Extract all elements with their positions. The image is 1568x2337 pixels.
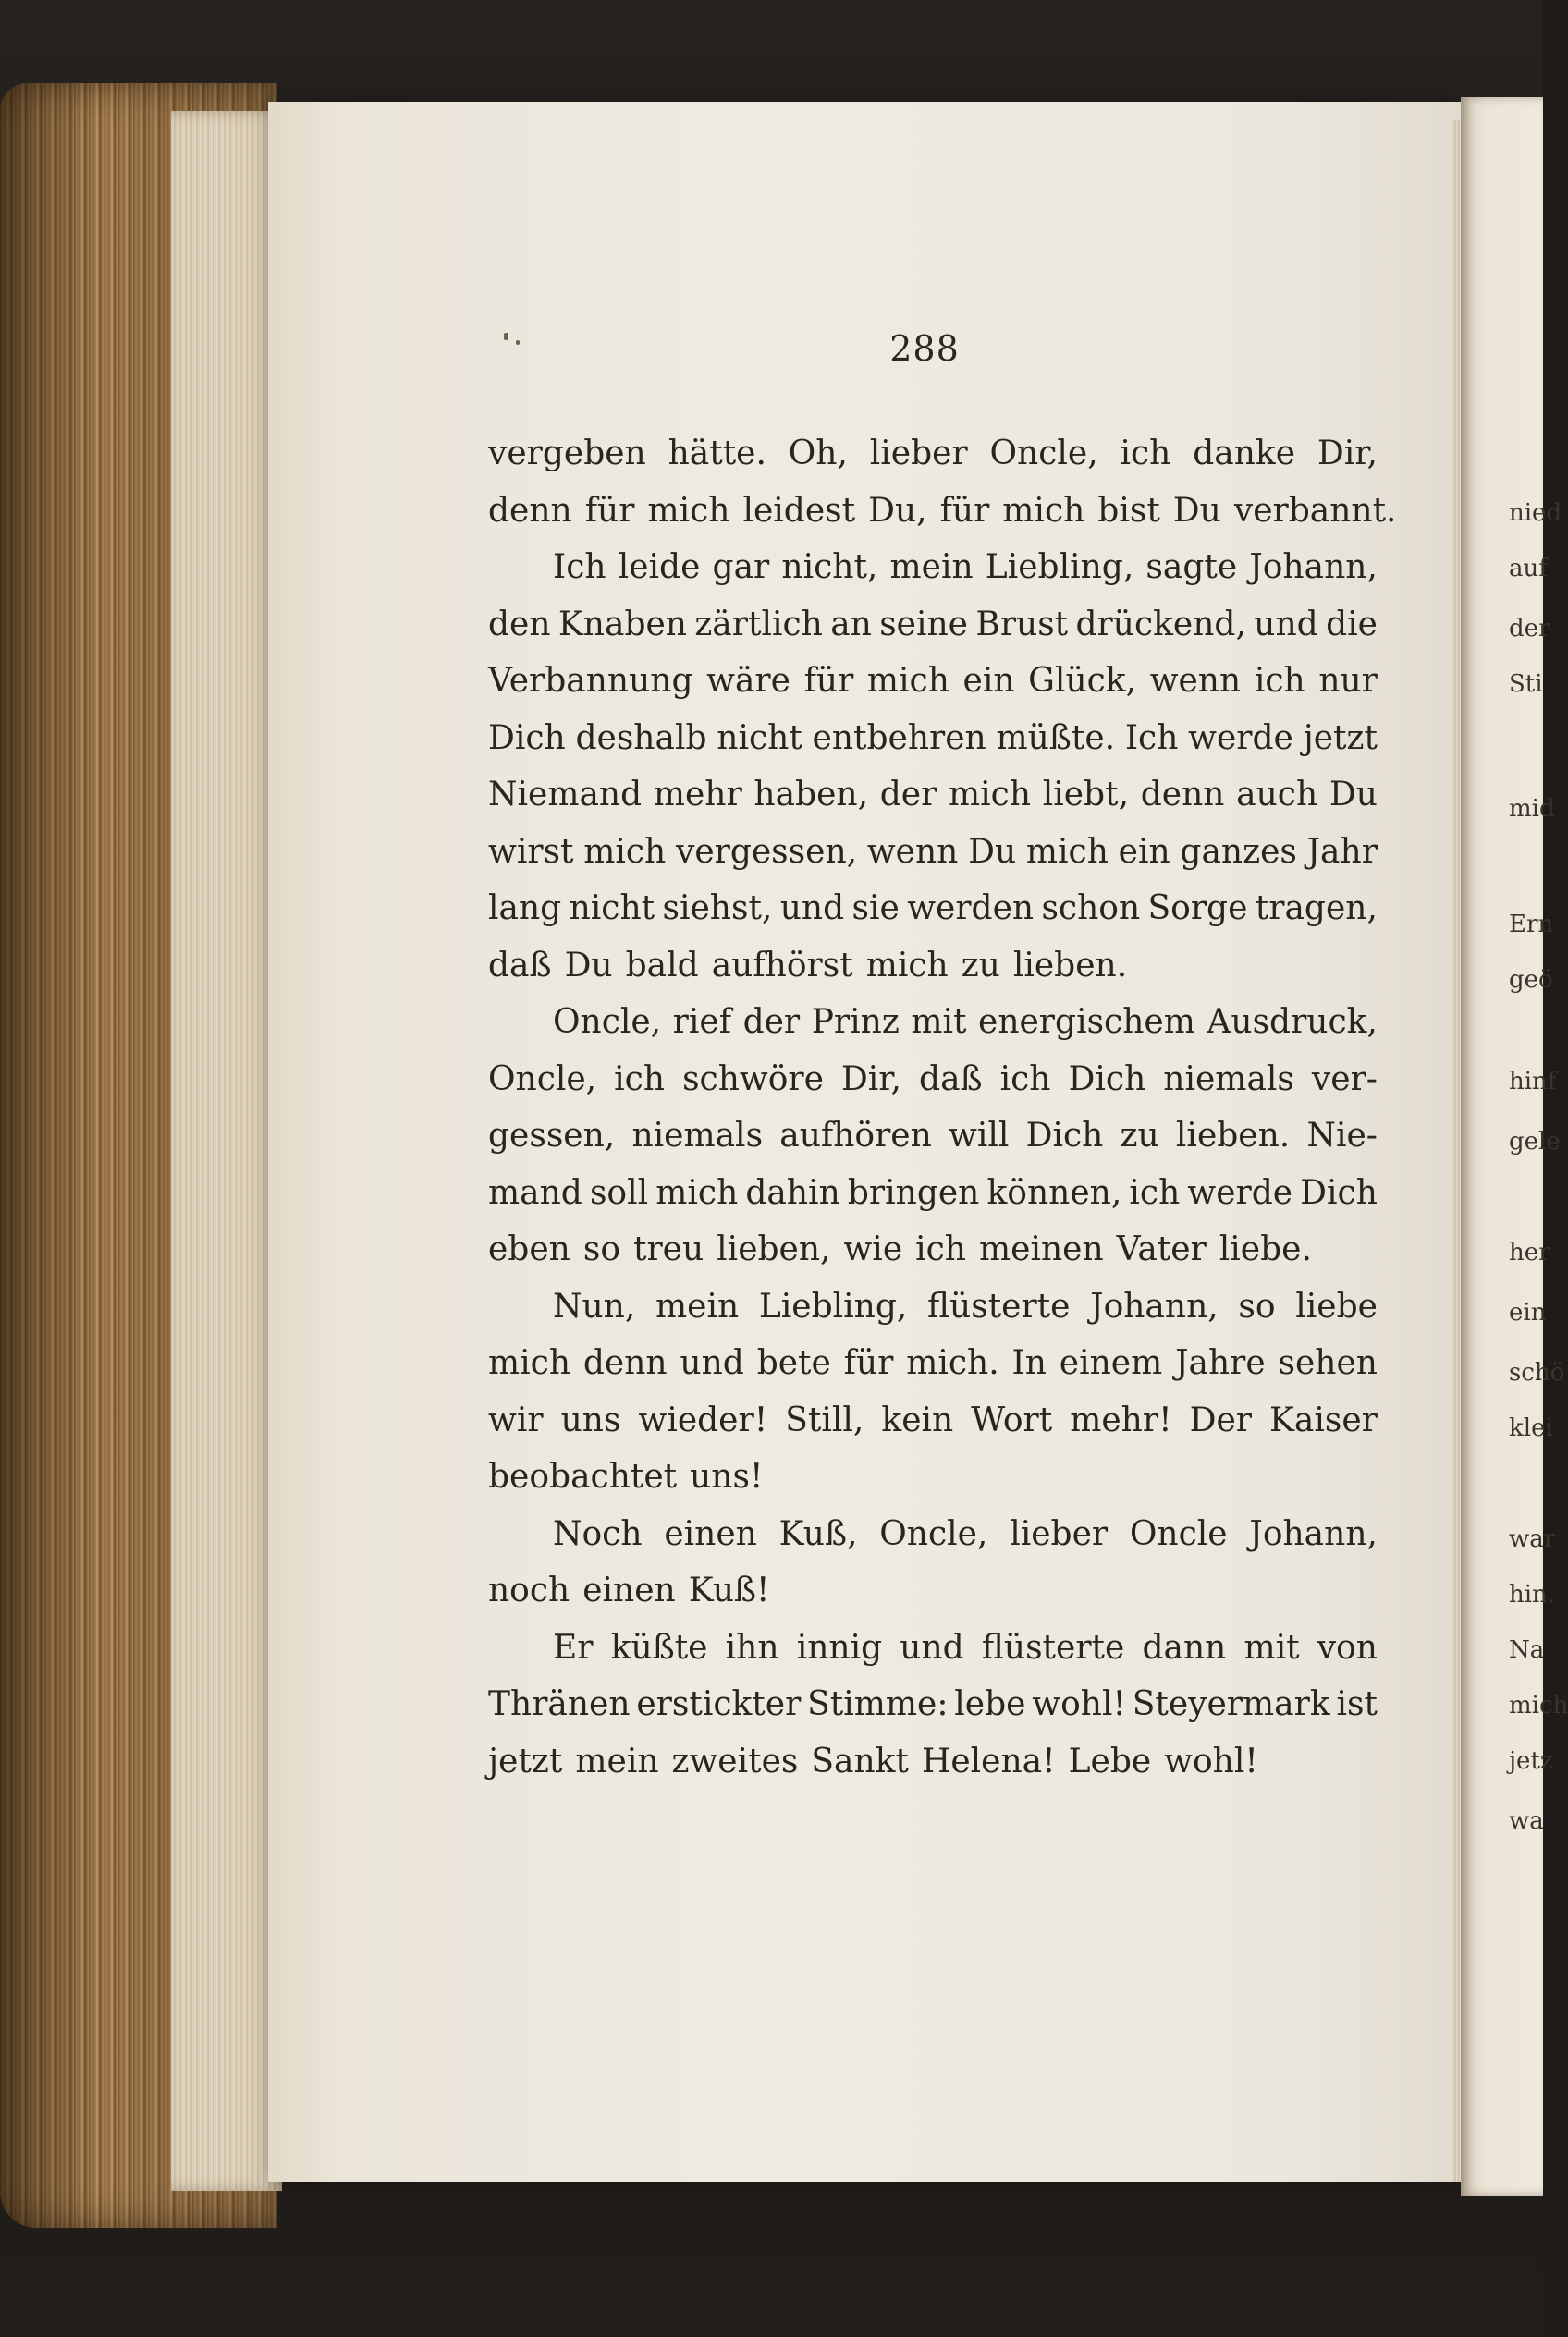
text-line <box>488 1449 1378 1506</box>
word: liebe <box>1295 1287 1378 1326</box>
word: gessen, <box>488 1117 616 1155</box>
word: nur <box>1318 662 1378 700</box>
word: mich <box>949 776 1032 814</box>
facing-page-fragment: mid <box>1509 795 1555 823</box>
facing-page-fragment: Na <box>1509 1636 1545 1664</box>
word: drückend, <box>1075 605 1246 643</box>
word: und <box>900 1628 964 1667</box>
word: die <box>1326 605 1378 643</box>
word: mich <box>655 1173 739 1212</box>
word: sie <box>851 889 900 927</box>
word: tragen, <box>1255 889 1378 927</box>
word: mein <box>575 1742 659 1780</box>
word: aufhören <box>779 1117 932 1155</box>
word: hätte. <box>668 434 766 472</box>
facing-page-fragment: klei <box>1509 1414 1553 1442</box>
word: Oh, <box>788 434 848 472</box>
word: haben, <box>753 776 869 814</box>
word: beobachtet <box>488 1458 678 1496</box>
word: Du <box>968 832 1017 871</box>
word: werde <box>1188 718 1293 757</box>
word: Nie- <box>1306 1117 1378 1155</box>
word: mich <box>865 946 949 985</box>
text-line <box>488 483 1397 540</box>
word: mehr <box>653 776 742 814</box>
word: Lebe <box>1068 1742 1152 1780</box>
word: mit <box>911 1003 967 1041</box>
word: soll <box>589 1173 649 1212</box>
word: ich <box>1120 434 1171 472</box>
word: Ich <box>553 548 606 586</box>
word: vergeben <box>488 434 646 472</box>
ink-speck <box>516 340 520 345</box>
word: dahin <box>745 1173 840 1212</box>
word: einem <box>1059 1344 1163 1382</box>
word: zärtlich <box>694 605 823 643</box>
word: leidest <box>742 491 856 530</box>
facing-page-fragment: ein <box>1509 1299 1547 1327</box>
word: Johann, <box>1249 1514 1378 1553</box>
text-line <box>488 425 1378 483</box>
word: jetzt <box>488 1742 563 1780</box>
word: einen <box>582 1572 676 1609</box>
word: Oncle <box>1129 1514 1228 1553</box>
word: ihn <box>725 1628 779 1667</box>
word: Dir, <box>840 1059 901 1098</box>
text-line <box>488 710 1378 767</box>
word: siehst, <box>662 889 773 927</box>
ink-speck <box>504 333 508 340</box>
facing-page-fragment: her <box>1509 1239 1550 1266</box>
word: wieder! <box>638 1401 768 1439</box>
word: wie <box>843 1230 903 1268</box>
word: gar <box>712 548 770 586</box>
word: für <box>803 662 854 700</box>
text-line <box>488 1620 1378 1677</box>
word: mich <box>488 1344 570 1382</box>
word: noch <box>488 1572 570 1609</box>
word: Dich <box>1025 1117 1104 1155</box>
word: lieber <box>869 434 968 472</box>
word: Noch <box>553 1514 643 1553</box>
word: entbehren <box>812 718 986 757</box>
word: ein <box>1118 832 1170 871</box>
word: leide <box>618 548 701 586</box>
word: wenn <box>1149 662 1242 700</box>
word: wenn <box>866 832 959 871</box>
word: der <box>742 1003 801 1041</box>
facing-page-fragment: nied <box>1509 499 1562 527</box>
word: Du, <box>868 491 927 530</box>
word: Dich <box>1068 1059 1146 1098</box>
word: Brust <box>975 605 1069 643</box>
word: uns <box>560 1401 621 1439</box>
word: mich <box>1002 491 1085 530</box>
text-line <box>488 1165 1378 1222</box>
word: wir <box>488 1401 544 1439</box>
word: Dich <box>1300 1173 1378 1212</box>
word: wirst <box>488 832 574 871</box>
word: können, <box>986 1173 1122 1212</box>
word: ein <box>962 662 1015 700</box>
word: mein <box>655 1287 740 1326</box>
word: denn <box>582 1344 668 1382</box>
text-line <box>488 653 1378 710</box>
word: dann <box>1142 1628 1227 1667</box>
word: an <box>830 605 872 643</box>
word: bringen <box>847 1173 980 1212</box>
word: mein <box>889 548 974 586</box>
word: so <box>582 1230 620 1268</box>
word: Der <box>1189 1401 1252 1439</box>
word: zu <box>961 946 1000 985</box>
word: Johann, <box>1249 548 1378 586</box>
facing-page-fragment: jetz <box>1509 1747 1553 1775</box>
facing-page-fragment: mich <box>1509 1692 1568 1719</box>
word: Wort <box>971 1401 1053 1439</box>
text-line <box>488 994 1378 1051</box>
word: für <box>843 1344 894 1382</box>
word: einen <box>664 1514 757 1553</box>
word: niemals <box>1163 1059 1294 1098</box>
word: mich <box>647 491 730 530</box>
word: Kuß, <box>778 1514 858 1553</box>
page-number: 288 <box>889 328 960 369</box>
text-line <box>488 596 1378 654</box>
word: Sorge <box>1147 889 1248 927</box>
word: für <box>939 491 990 530</box>
text-line <box>488 1051 1378 1108</box>
word: mit <box>1243 1628 1300 1667</box>
word: Prinz <box>811 1003 900 1041</box>
word: schwöre <box>682 1059 824 1098</box>
word: für <box>584 491 635 530</box>
word: liebt, <box>1042 776 1130 814</box>
word: sehen <box>1278 1344 1378 1382</box>
word: Still, <box>785 1401 864 1439</box>
facing-page-fragment: hin. <box>1509 1581 1556 1609</box>
word: Ich <box>1124 718 1179 757</box>
text-line <box>488 1107 1378 1165</box>
word: flüsterte <box>981 1628 1125 1667</box>
word: schon <box>1041 889 1141 927</box>
facing-page-fragment: wa <box>1509 1807 1544 1835</box>
word: Glück, <box>1028 662 1137 700</box>
word: den <box>488 605 551 643</box>
word: nicht <box>569 889 655 927</box>
word: seine <box>879 605 968 643</box>
word: mich <box>1025 832 1109 871</box>
word: Er <box>553 1628 594 1667</box>
word: sagte <box>1145 548 1238 586</box>
word: daß <box>488 946 552 985</box>
word: Jahr <box>1306 832 1378 871</box>
text-line <box>488 1335 1378 1392</box>
word: mich <box>866 662 949 700</box>
word: wohl! <box>1164 1742 1258 1780</box>
text-line <box>488 766 1378 824</box>
word: niemals <box>631 1117 764 1155</box>
text-line <box>488 1506 1378 1563</box>
facing-page-fragment: schö <box>1509 1359 1565 1387</box>
word: Oncle, <box>879 1514 988 1553</box>
word: rief <box>672 1003 732 1041</box>
word: Du <box>1172 491 1221 530</box>
word: Helena! <box>921 1742 1056 1780</box>
word: ich <box>614 1059 666 1098</box>
text-line <box>488 1279 1378 1336</box>
word: Dir, <box>1317 434 1378 472</box>
word: ich <box>1129 1173 1181 1212</box>
word: bald <box>625 946 699 985</box>
word: liebe. <box>1219 1230 1312 1268</box>
word: eben <box>488 1230 570 1268</box>
word: Kaiser <box>1269 1401 1378 1439</box>
word: deshalb <box>575 718 707 757</box>
word: innig <box>796 1628 883 1667</box>
page-stack-left <box>171 111 282 2191</box>
word: zu <box>1120 1117 1159 1155</box>
word: lieben. <box>1175 1117 1291 1155</box>
word: Sankt <box>811 1742 909 1780</box>
word: Thränen <box>488 1685 631 1723</box>
word: energischem <box>978 1003 1195 1041</box>
facing-page-fragment: gele <box>1509 1128 1561 1156</box>
word: lieber <box>1010 1514 1109 1553</box>
word: Du <box>564 946 613 985</box>
word: Oncle, <box>553 1003 662 1041</box>
word: lieben. <box>1012 946 1128 985</box>
word: ist <box>1336 1685 1378 1723</box>
word: mich. <box>906 1344 999 1382</box>
word: mich <box>583 832 667 871</box>
word: Liebling, <box>758 1287 908 1326</box>
word: meinen <box>979 1230 1104 1268</box>
text-line <box>488 1392 1378 1450</box>
text-line <box>488 824 1378 881</box>
word: jetzt <box>1303 718 1378 757</box>
word: verbannt. <box>1233 491 1397 530</box>
word: Oncle, <box>488 1059 597 1098</box>
word: von <box>1317 1628 1378 1667</box>
word: wohl! <box>1032 1685 1126 1723</box>
word: Steyermark <box>1132 1685 1330 1723</box>
word: Liebling, <box>985 548 1134 586</box>
word: lang <box>488 889 562 927</box>
word: werden <box>907 889 1035 927</box>
word: Oncle, <box>989 434 1098 472</box>
word: Nun, <box>553 1287 636 1326</box>
word: aufhörst <box>711 946 853 985</box>
word: auch <box>1236 776 1318 814</box>
text-line <box>488 1733 1378 1791</box>
word: nicht, <box>781 548 878 586</box>
word: denn <box>1140 776 1225 814</box>
word: erstickter <box>636 1685 802 1723</box>
word: Ausdruck, <box>1207 1003 1378 1041</box>
word: vergessen, <box>675 832 858 871</box>
word: ver- <box>1311 1059 1378 1098</box>
word: Knaben <box>557 605 687 643</box>
word: Vater <box>1116 1230 1207 1268</box>
facing-page-fragment: der <box>1509 615 1550 642</box>
word: Johann, <box>1090 1287 1219 1326</box>
text-line <box>488 1562 1378 1620</box>
word: daß <box>919 1059 983 1098</box>
word: Verbannung <box>488 662 693 700</box>
word: kein <box>881 1401 954 1439</box>
word: Dich <box>488 718 566 757</box>
text-line <box>488 1676 1378 1733</box>
word: Du <box>1329 776 1378 814</box>
word: nicht <box>717 718 802 757</box>
body-text <box>488 425 1397 1790</box>
word: ich <box>1254 662 1305 700</box>
word: will <box>949 1117 1010 1155</box>
word: so <box>1238 1287 1276 1326</box>
word: ich <box>915 1230 966 1268</box>
word: Stimme: <box>807 1685 949 1723</box>
word: uns! <box>690 1458 764 1496</box>
word: werde <box>1187 1173 1293 1212</box>
word: flüsterte <box>927 1287 1071 1326</box>
facing-page-text <box>1507 499 1568 1886</box>
text-line <box>488 539 1378 596</box>
facing-page-fragment: Ern <box>1509 911 1554 938</box>
word: der <box>879 776 937 814</box>
word: Niemand <box>488 776 643 814</box>
word: mand <box>488 1173 582 1212</box>
word: küßte <box>610 1628 708 1667</box>
facing-page-fragment: hinf <box>1509 1068 1557 1095</box>
text-line <box>488 1221 1378 1279</box>
word: lieben, <box>717 1230 831 1268</box>
word: treu <box>633 1230 704 1268</box>
word: wäre <box>706 662 790 700</box>
word: danke <box>1193 434 1296 472</box>
word: lebe <box>954 1685 1026 1723</box>
word: In <box>1011 1344 1047 1382</box>
word: Jahre <box>1175 1344 1266 1382</box>
word: und <box>680 1344 744 1382</box>
word: bist <box>1097 491 1160 530</box>
word: Kuß! <box>688 1572 770 1609</box>
facing-page-fragment: auf <box>1509 555 1548 582</box>
facing-page-fragment: Sti <box>1509 670 1543 698</box>
word: und <box>1254 605 1318 643</box>
word: ich <box>999 1059 1051 1098</box>
text-line <box>488 937 1378 995</box>
word: mehr! <box>1070 1401 1172 1439</box>
word: zweites <box>671 1742 799 1780</box>
word: müßte. <box>996 718 1116 757</box>
word: und <box>779 889 845 927</box>
facing-page-fragment: geö <box>1509 966 1553 994</box>
word: denn <box>488 491 572 530</box>
text-line <box>488 880 1378 937</box>
facing-page-fragment: war <box>1509 1525 1556 1553</box>
word: bete <box>756 1344 831 1382</box>
word: ganzes <box>1180 832 1297 871</box>
